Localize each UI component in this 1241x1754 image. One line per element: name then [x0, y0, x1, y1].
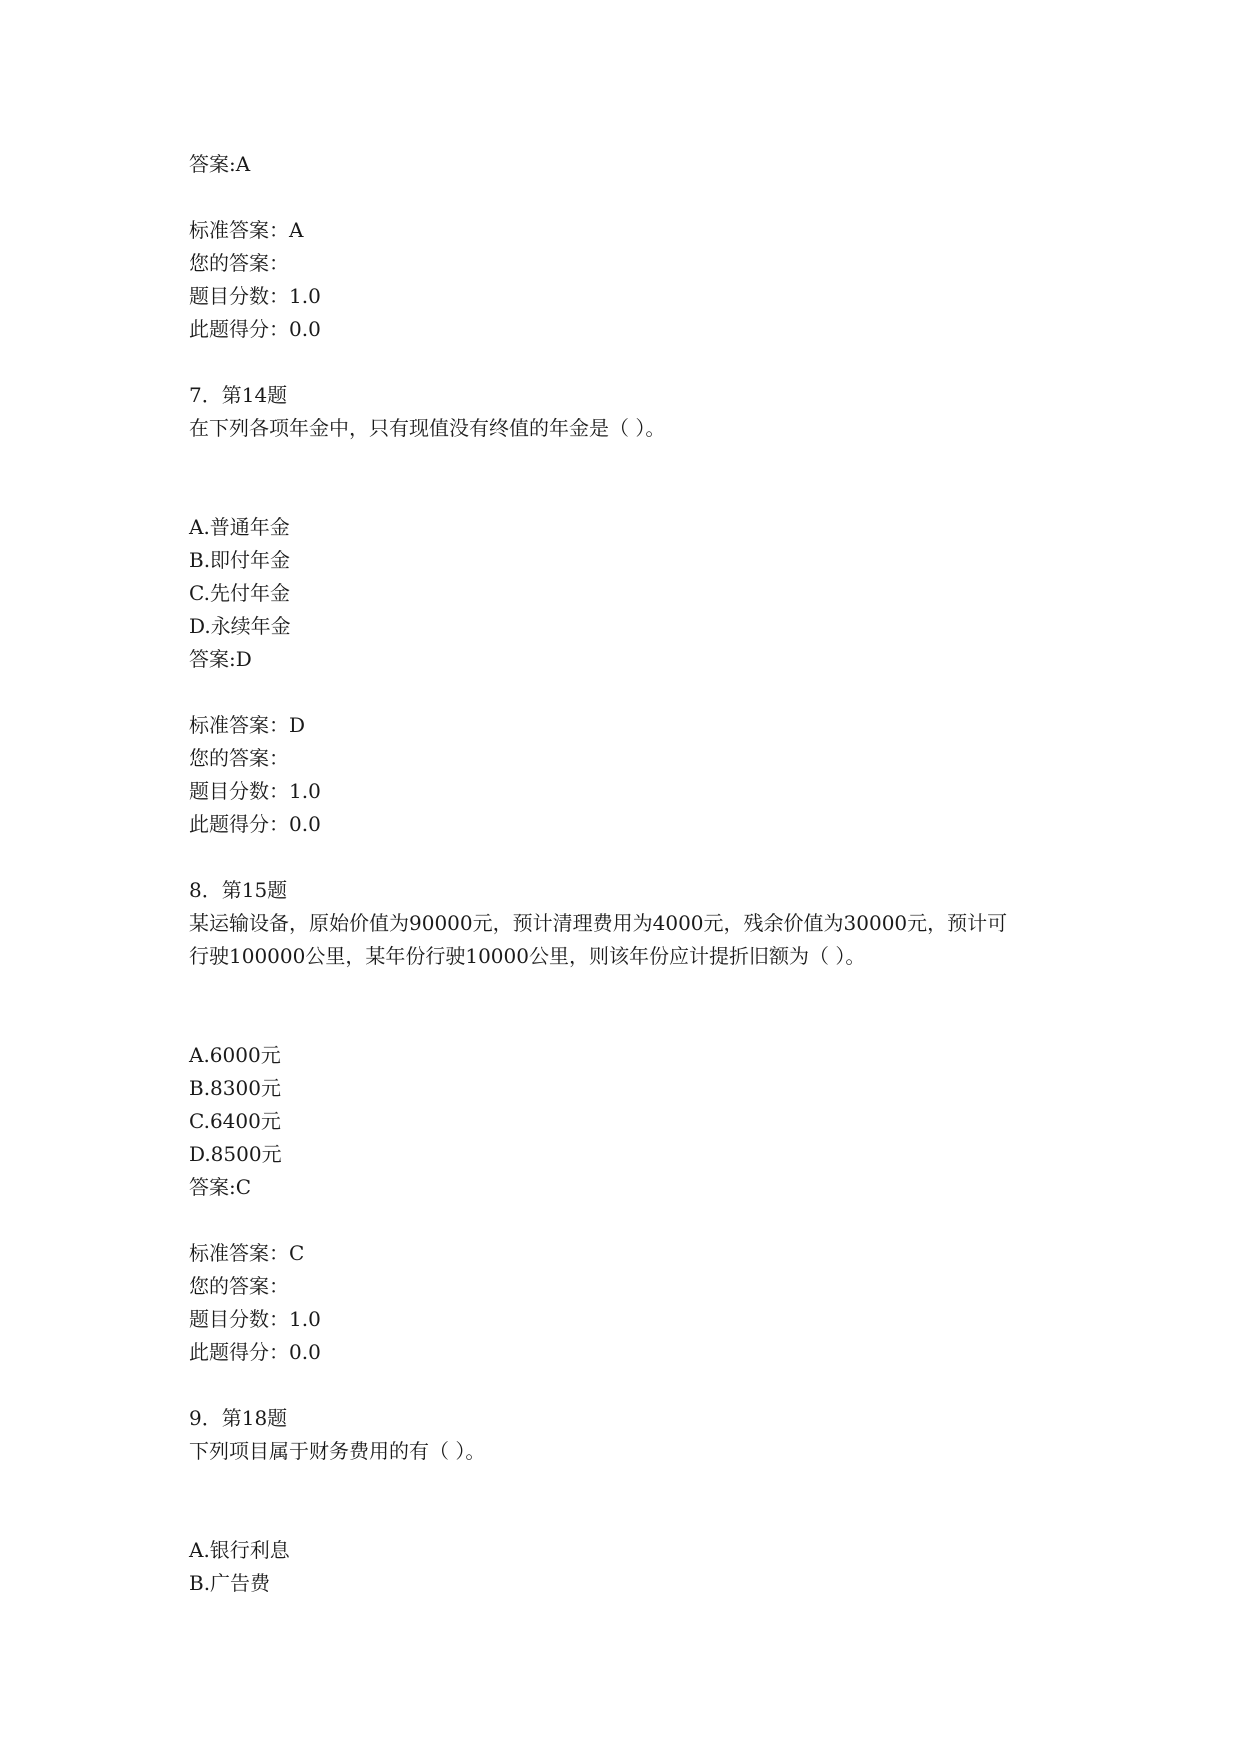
- question-stem: 在下列各项年金中，只有现值没有终值的年金是（ ）。: [189, 416, 666, 440]
- question-stem: 下列项目属于财务费用的有（ ）。: [189, 1439, 486, 1463]
- answer-line: 答案:D: [189, 647, 252, 671]
- spacer: [189, 346, 1089, 379]
- question-score: 题目分数：1.0: [189, 284, 321, 308]
- option-a: A.6000元: [189, 1043, 281, 1067]
- question-stem-line-1: 某运输设备，原始价值为90000元，预计清理费用为4000元，残余价值为30000元，预计可: [189, 911, 1008, 935]
- standard-answer: 标准答案：C: [189, 1241, 305, 1265]
- spacer: [189, 445, 1089, 511]
- standard-answer: 标准答案：D: [189, 713, 306, 737]
- option-d: D.8500元: [189, 1142, 282, 1166]
- option-c: C.先付年金: [189, 581, 290, 605]
- standard-answer: 标准答案：A: [189, 218, 304, 242]
- question-header: 9．第18题: [189, 1406, 288, 1430]
- question-stem-line-2: 行驶100000公里，某年份行驶10000公里，则该年份应计提折旧额为（ ）。: [189, 944, 866, 968]
- option-a: A.普通年金: [189, 515, 290, 539]
- your-answer: 您的答案：: [189, 1274, 289, 1298]
- question-score: 题目分数：1.0: [189, 779, 321, 803]
- option-d: D.永续年金: [189, 614, 291, 638]
- question-9: [189, 1402, 1089, 1600]
- spacer: [189, 841, 1089, 874]
- option-b: B.广告费: [189, 1571, 271, 1595]
- question-7: [189, 379, 1089, 874]
- spacer: [189, 973, 1089, 1039]
- your-answer: 您的答案：: [189, 251, 289, 275]
- earned-score: 此题得分：0.0: [189, 812, 321, 836]
- option-c: C.6400元: [189, 1109, 281, 1133]
- question-8: [189, 874, 1089, 1402]
- question-header: 7．第14题: [189, 383, 288, 407]
- answer-line: 答案:C: [189, 1175, 252, 1199]
- spacer: [189, 1369, 1089, 1402]
- option-b: B.即付年金: [189, 548, 291, 572]
- earned-score: 此题得分：0.0: [189, 1340, 321, 1364]
- answer-line: 答案:A: [189, 152, 251, 176]
- earned-score: 此题得分：0.0: [189, 317, 321, 341]
- your-answer: 您的答案：: [189, 746, 289, 770]
- spacer: [189, 676, 1089, 709]
- option-a: A.银行利息: [189, 1538, 290, 1562]
- spacer: [189, 1204, 1089, 1237]
- document-page: [189, 148, 1089, 1600]
- option-b: B.8300元: [189, 1076, 281, 1100]
- spacer: [189, 181, 1089, 214]
- prev-question-tail: [189, 148, 1089, 379]
- question-header: 8．第15题: [189, 878, 288, 902]
- question-score: 题目分数：1.0: [189, 1307, 321, 1331]
- spacer: [189, 1468, 1089, 1534]
